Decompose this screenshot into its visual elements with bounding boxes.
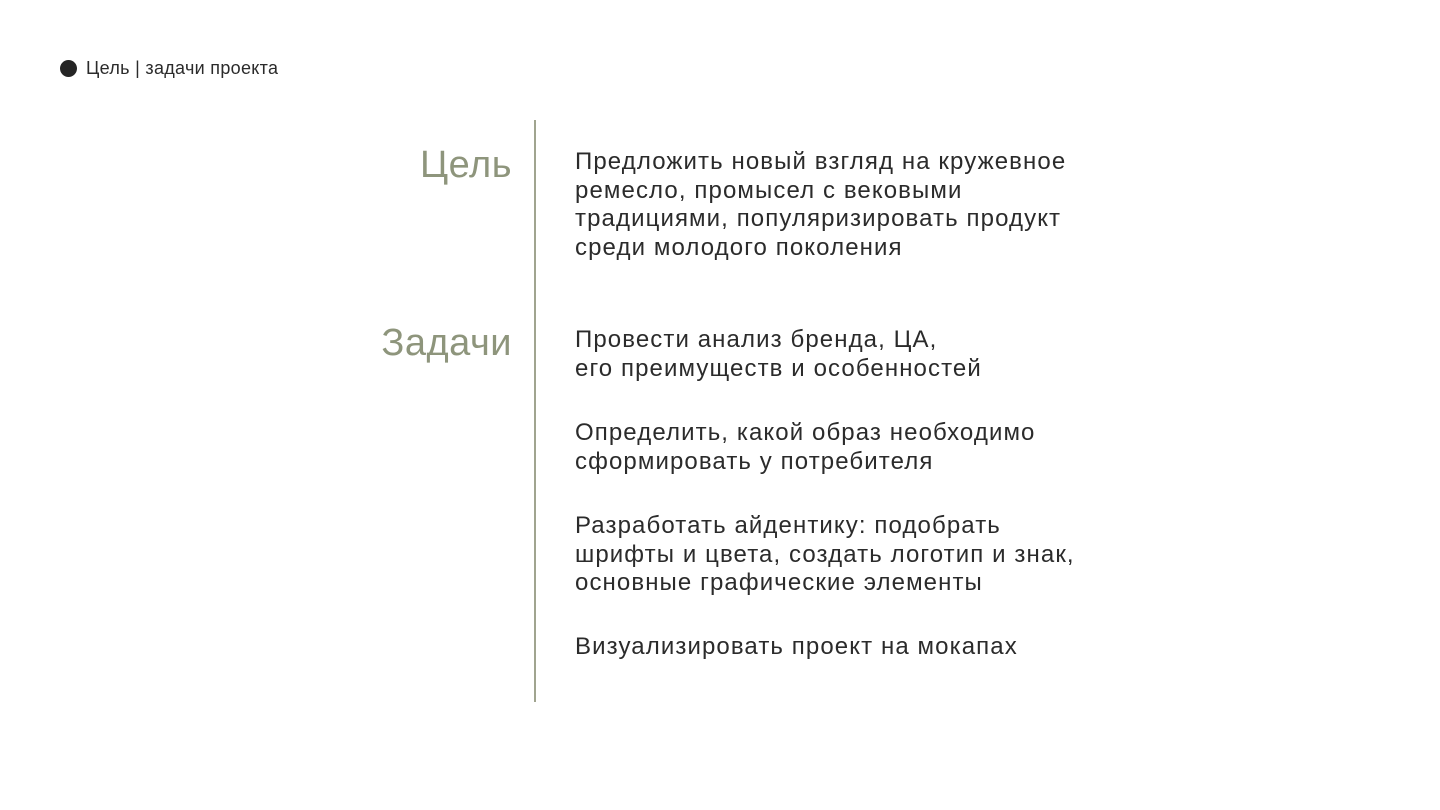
goal-heading: Цель [420,144,512,186]
header [60,58,278,79]
task-item-3: Разработать айдентику: подобрать шрифты и цвета, создать логотип и знак, основные графические элементы [575,512,1075,596]
task-item-1: Провести анализ бренда, ЦА, его преимуществ и особенностей [575,326,982,382]
vertical-divider [534,120,536,702]
breadcrumb: Цель | задачи проекта [86,58,279,78]
tasks-heading: Задачи [381,322,512,364]
task-item-4: Визуализировать проект на мокапах [575,633,1018,660]
goal-text: Предложить новый взгляд на кружевное ремесло, промысел с вековыми традициями, популяризировать продукт среди молодого поколения [575,148,1067,261]
task-item-2: Определить, какой образ необходимо сформировать у потребителя [575,419,1036,475]
bullet-dot-icon [60,60,77,77]
